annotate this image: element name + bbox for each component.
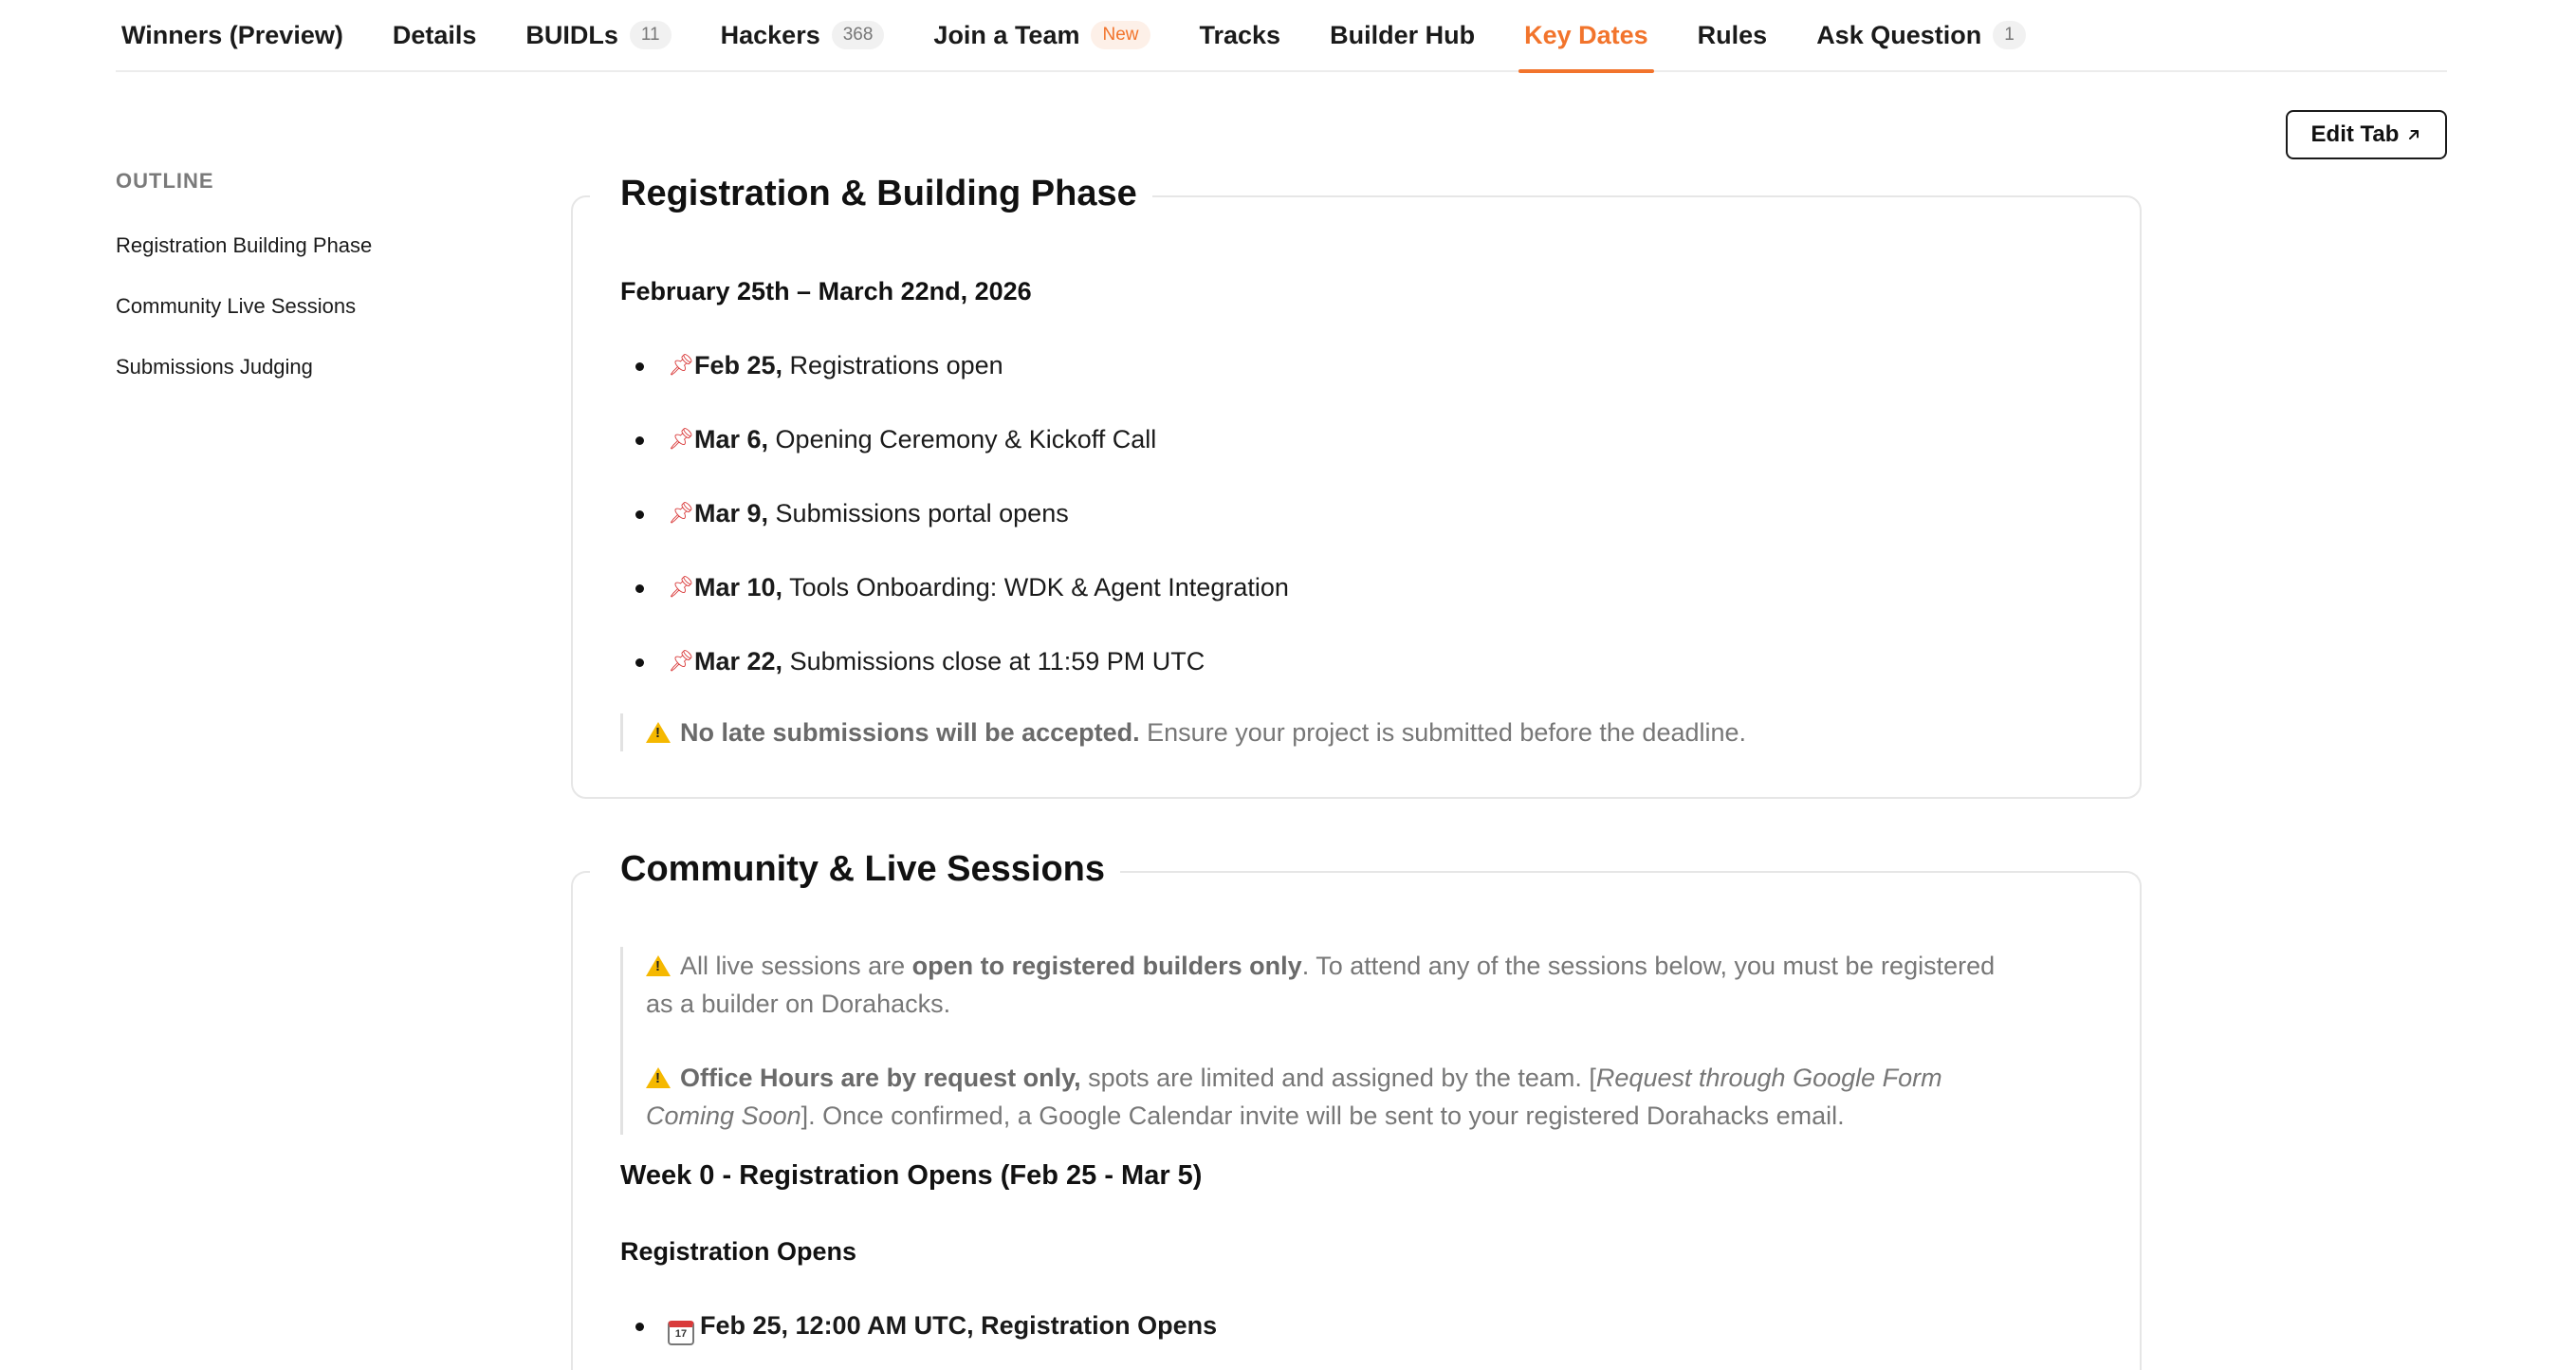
pushpin-icon: 📌︎	[668, 427, 694, 451]
tab-join-a-team[interactable]	[928, 0, 1155, 71]
events-list	[620, 1309, 2092, 1370]
section-title: Registration & Building Phase	[590, 165, 1152, 222]
note2-mid: spots are limited and assigned by the team. [	[1080, 1064, 1596, 1092]
item-date: Mar 10,	[694, 573, 783, 602]
pushpin-icon: 📌︎	[668, 501, 694, 525]
item-date: Mar 9,	[694, 499, 769, 528]
item-text: Tools Onboarding: WDK & Agent Integration	[782, 573, 1289, 602]
note1-pre: All live sessions are	[680, 952, 912, 980]
tab-builder-hub[interactable]	[1324, 0, 1481, 71]
note1-bold: open to registered builders only	[911, 952, 1302, 980]
item-text: Submissions portal opens	[768, 499, 1069, 528]
date-range: February 25th – March 22nd, 2026	[620, 277, 1032, 305]
edit-tab-button[interactable]	[2286, 110, 2447, 159]
outline-item-community[interactable]: Community Live Sessions	[116, 294, 357, 318]
item-text: Opening Ceremony & Kickoff Call	[768, 425, 1157, 454]
tab-hackers[interactable]	[715, 0, 891, 71]
list-item	[620, 1309, 2092, 1342]
calendar-icon: 17	[668, 1321, 694, 1345]
tab-label: Details	[392, 20, 477, 49]
edit-tab-label: Edit Tab	[2310, 121, 2400, 147]
tab-label: Join a Team	[933, 20, 1080, 49]
top-nav	[116, 0, 2447, 72]
outline-sidebar	[116, 169, 514, 416]
tab-label: Rules	[1697, 20, 1768, 49]
tab-winners-preview[interactable]	[116, 0, 349, 71]
outline-item-submissions[interactable]: Submissions Judging	[116, 355, 313, 379]
outline-title: OUTLINE	[116, 169, 214, 193]
week-title: Week 0 - Registration Opens (Feb 25 - Mar 5)	[620, 1160, 1203, 1191]
warning-icon	[646, 955, 671, 976]
tab-label: Key Dates	[1524, 20, 1648, 49]
tab-label: Winners (Preview)	[121, 20, 343, 49]
tab-label: Tracks	[1199, 20, 1281, 49]
list-item	[620, 497, 2092, 529]
pushpin-icon: 📌︎	[668, 575, 694, 599]
notice-bold: No late submissions will be accepted.	[680, 718, 1140, 747]
pushpin-icon: 📌︎	[668, 649, 694, 673]
pushpin-icon: 📌︎	[668, 353, 694, 377]
notice-text: Ensure your project is submitted before the deadline.	[1139, 718, 1747, 747]
list-item	[620, 349, 2092, 381]
live-sessions-notice	[620, 947, 1997, 1135]
list-item	[620, 645, 2092, 677]
tab-details[interactable]	[387, 0, 483, 71]
tab-buidls[interactable]	[520, 0, 676, 71]
count-badge: 368	[832, 21, 885, 49]
outline-item-registration[interactable]: Registration Building Phase	[116, 233, 373, 257]
count-badge: 11	[630, 21, 672, 49]
key-dates-list	[620, 349, 2092, 719]
tab-key-dates[interactable]	[1518, 0, 1654, 71]
note2-bold: Office Hours are by request only,	[680, 1064, 1081, 1092]
section-title: Community & Live Sessions	[590, 841, 1120, 898]
count-badge: 1	[1993, 21, 2026, 49]
tab-ask-question[interactable]	[1811, 0, 2032, 71]
event-text: Feb 25, 12:00 AM UTC, Registration Opens	[700, 1311, 1218, 1340]
tab-label: Builder Hub	[1330, 20, 1476, 49]
registration-section	[571, 174, 2142, 799]
sub-title: Registration Opens	[620, 1237, 857, 1266]
warning-icon	[646, 722, 671, 743]
item-date: Feb 25,	[694, 351, 783, 380]
note2-post: ]. Once confirmed, a Google Calendar invite will be sent to your registered Dorahacks email.	[800, 1102, 1845, 1130]
tab-label: Hackers	[720, 20, 820, 49]
item-date: Mar 6,	[694, 425, 769, 454]
list-item	[620, 571, 2092, 603]
item-date: Mar 22,	[694, 647, 783, 676]
note2-italic: Request through Google Form Coming Soon	[646, 1064, 1942, 1130]
list-item	[620, 423, 2092, 455]
community-section	[571, 849, 2142, 1370]
item-text: Registrations open	[782, 351, 1003, 380]
tab-rules[interactable]	[1692, 0, 1774, 71]
note1-post: . To attend any of the sessions below, you must be registered as a builder on Dorahacks.	[646, 952, 1996, 1018]
tab-tracks[interactable]	[1194, 0, 1287, 71]
warning-icon	[646, 1067, 671, 1088]
tab-label: Ask Question	[1816, 20, 1982, 49]
arrow-up-right-icon	[2406, 127, 2421, 142]
item-text: Submissions close at 11:59 PM UTC	[782, 647, 1205, 676]
tab-label: BUIDLs	[525, 20, 618, 49]
late-submission-notice	[620, 713, 2092, 751]
new-badge: New	[1091, 21, 1150, 49]
